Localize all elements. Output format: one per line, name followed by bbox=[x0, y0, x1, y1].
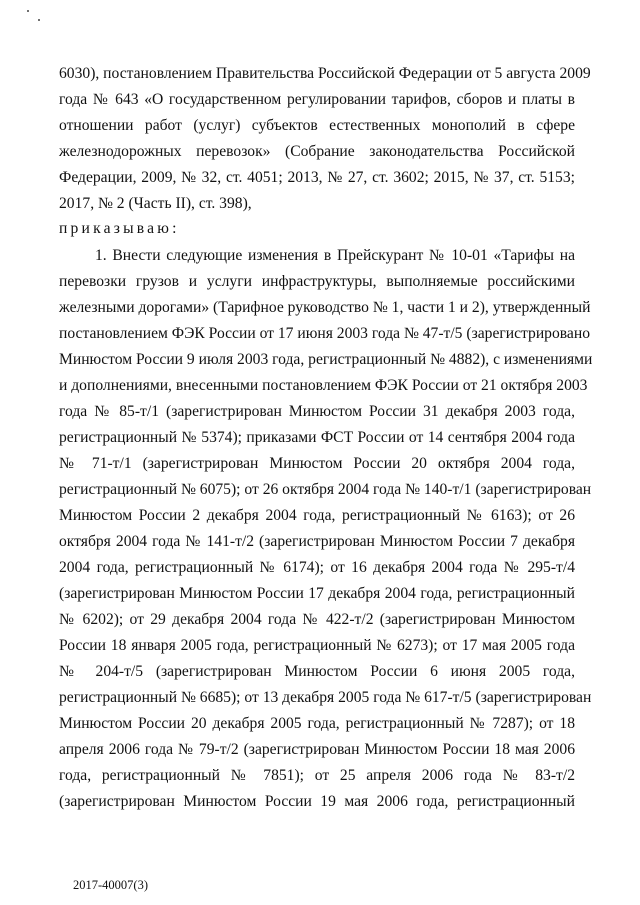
text-line: апреля 2006 года № 79-т/2 (зарегистрирован Минюстом России 18 мая 2006 bbox=[59, 741, 575, 758]
order-keyword: приказываю: bbox=[59, 220, 180, 237]
text-line: 2004 года, регистрационный № 6174); от 16 декабря 2004 года № 295-т/4 bbox=[59, 559, 575, 576]
text-line: года № 85-т/1 (зарегистрирован Минюстом России 31 декабря 2003 года, bbox=[59, 403, 575, 420]
scan-speck bbox=[38, 19, 40, 21]
text-line: отношении работ (услуг) субъектов естественных монополий в сфере bbox=[59, 117, 575, 134]
text-line: регистрационный № 6075); от 26 октября 2004 года № 140-т/1 (зарегистрирован bbox=[59, 481, 592, 498]
text-line: 6030), постановлением Правительства Российской Федерации от 5 августа 2009 bbox=[59, 65, 591, 82]
text-line: 2017, № 2 (Часть II), ст. 398), bbox=[59, 195, 252, 212]
text-line: (зарегистрирован Минюстом России 17 декабря 2004 года, регистрационный bbox=[59, 585, 575, 602]
text-line: года, регистрационный № 7851); от 25 апреля 2006 года № 83-т/2 bbox=[59, 767, 575, 784]
text-line: перевозки грузов и услуги инфраструктуры, выполняемые российскими bbox=[59, 273, 575, 290]
text-line: № 204-т/5 (зарегистрирован Минюстом России 6 июня 2005 года, bbox=[59, 663, 575, 680]
document-footer-code: 2017-40007(3) bbox=[73, 878, 148, 892]
text-line: постановлением ФЭК России от 17 июня 2003 года № 47-т/5 (зарегистрировано bbox=[59, 325, 590, 342]
scan-speck bbox=[27, 10, 29, 12]
text-line: железными дорогами» (Тарифное руководство № 1, части 1 и 2), утвержденный bbox=[59, 299, 591, 316]
text-line: года № 643 «О государственном регулировании тарифов, сборов и платы в bbox=[59, 91, 575, 108]
text-line: регистрационный № 5374); приказами ФСТ России от 14 сентября 2004 года bbox=[59, 429, 575, 446]
text-line: железнодорожных перевозок» (Собрание законодательства Российской bbox=[59, 143, 575, 160]
text-line: № 6202); от 29 декабря 2004 года № 422-т/2 (зарегистрирован Минюстом bbox=[59, 611, 575, 628]
text-line: и дополнениями, внесенными постановлением ФЭК России от 21 октября 2003 bbox=[59, 377, 588, 394]
text-line: № 71-т/1 (зарегистрирован Минюстом России 20 октября 2004 года, bbox=[59, 455, 575, 472]
text-line: октября 2004 года № 141-т/2 (зарегистрирован Минюстом России 7 декабря bbox=[59, 533, 575, 550]
text-line: России 18 января 2005 года, регистрационный № 6273); от 17 мая 2005 года bbox=[59, 637, 575, 654]
text-line: (зарегистрирован Минюстом России 19 мая 2006 года, регистрационный bbox=[59, 793, 575, 810]
text-line: Минюстом России 2 декабря 2004 года, регистрационный № 6163); от 26 bbox=[59, 507, 575, 524]
text-line: Минюстом России 9 июля 2003 года, регистрационный № 4882), с изменениями bbox=[59, 351, 593, 368]
text-line: Федерации, 2009, № 32, ст. 4051; 2013, № 27, ст. 3602; 2015, № 37, ст. 5153; bbox=[59, 169, 575, 186]
text-line: регистрационный № 6685); от 13 декабря 2005 года № 617-т/5 (зарегистрирован bbox=[59, 689, 592, 706]
text-line: Минюстом России 20 декабря 2005 года, регистрационный № 7287); от 18 bbox=[59, 715, 575, 732]
paragraph-start: 1. Внести следующие изменения в Прейскурант № 10-01 «Тарифы на bbox=[95, 247, 575, 264]
